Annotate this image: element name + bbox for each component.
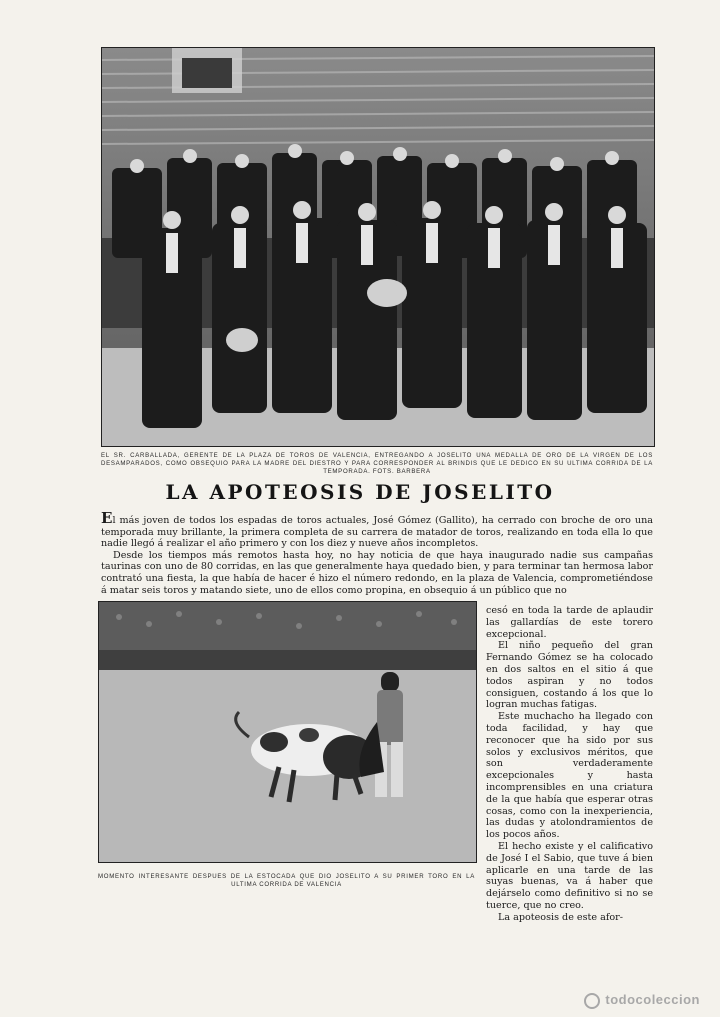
drop-cap: E: [101, 509, 113, 527]
top-photo-caption: EL SR. CARBALLADA, GERENTE DE LA PLAZA DE TOROS DE VALENCIA, ENTREGANDO A JOSELITO UNA MEDALLA DE ORO DE LA VIRGEN DE LOS DESAMPARADOS, COMO OBSEQUIO PARA LA MADRE DEL DIESTRO Y PARA CORRESPONDER AL BRINDIS QUE LE DEDICO EN SU ULTIMA CORRIDA DE LA TEMPORADA. FOTS. BARBERA: [101, 452, 653, 475]
bottom-photo-caption: MOMENTO INTERESANTE DESPUES DE LA ESTOCADA QUE DIO JOSELITO A SU PRIMER TORO EN LA ULTIMA CORRIDA DE VALENCIA: [98, 873, 475, 888]
column-paragraph-4: El hecho existe y el calificativo de José I el Sabio, que tuve á bien aplicarle en una tarde de las suyas buenas, va á haber que dejárselo como definitivo si no se tuerce, que no creo.: [486, 840, 653, 911]
column-paragraph-1: cesó en toda la tarde de aplaudir las gallardías de este torero excepcional.: [486, 605, 653, 640]
right-column-text: [486, 605, 653, 924]
intro-paragraph-2: Desde los tiempos más remotos hasta hoy, no hay noticia de que haya inaugurado nadie sus campañas taurinas con uno de 80 corridas, en las que generalmente haya quedado bien, y para terminar tan hermosa labor contrató una fiesta, la que había de hacer é hizo el número redondo, en la plaza de Valencia, comprometiéndose á matar seis toros y matando siete, uno de ellos como propina, en obsequio á un público que no: [101, 549, 653, 596]
column-paragraph-5: La apoteosis de este afor-: [498, 911, 623, 923]
column-paragraph-2: El niño pequeño del gran Fernando Gómez se ha colocado en dos saltos en el sitio á que todos aspiran y no todos consiguen, costando á los que lo logran muchas fatigas.: [486, 640, 653, 711]
intro-paragraph-1: El más joven de todos los espadas de toros actuales, José Gómez (Gallito), ha cerrado con broche de oro una temporada muy brillante, la primera completa de su carrera de matador de toros, realizando en toda ella lo que nadie llegó á realizar el año primero y con los diez y nueve años incompletos.: [101, 509, 653, 550]
group-photo: [101, 47, 655, 447]
watermark-logo: todocoleccion: [584, 992, 700, 1009]
column-paragraph-3: Este muchacho ha llegado con toda facilidad, y hay que reconocer que ha sido por sus solos y exclusivos méritos, que son verdaderamente excepcionales y hasta incomprensibles en una criatura de la que había que esperar otras cosas, como con la inexperiencia, las dudas y atolondramientos de los pocos años.: [486, 711, 653, 841]
watermark-icon: [584, 993, 600, 1009]
intro-text: [101, 509, 653, 596]
page-title: LA APOTEOSIS DE JOSELITO: [165, 480, 555, 504]
bullfight-photo: [98, 601, 477, 863]
